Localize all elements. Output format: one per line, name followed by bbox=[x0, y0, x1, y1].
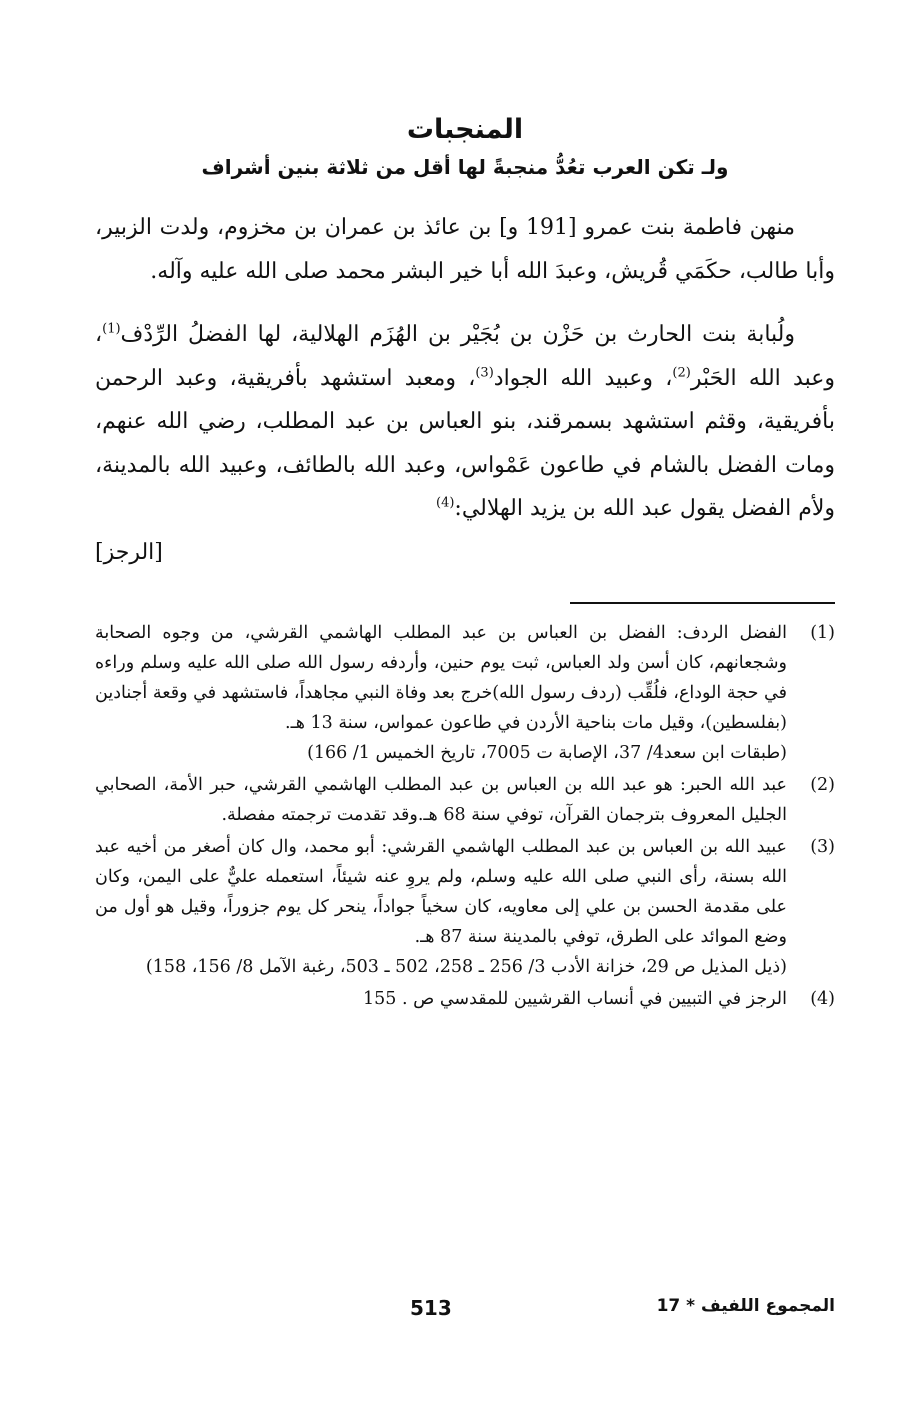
meter-label: [الرجز] bbox=[95, 539, 163, 565]
footnote-number: (3) bbox=[810, 836, 835, 857]
paragraph-2-part-4: ، ومعبد استشهد بأفريقية، وعبد الرحمن بأفريقية، وقثم استشهد بسمرقند، بنو العباس بن عبد المطلب، رضي الله عنهم، ومات الفضل بالشام في طاعون عَمْواس، وعبد الله بالطائف، وعبيد الله بالمدينة، ولأم الفضل يقول عبد الله بن يزيد الهلالي: bbox=[95, 365, 835, 521]
footnote-2 bbox=[95, 770, 835, 830]
page-content bbox=[95, 110, 835, 1016]
footnote-body bbox=[95, 618, 787, 768]
page-title: المنجبات bbox=[406, 114, 524, 145]
page-subtitle: ولـ تكن العرب تعُدُّ منجبةً لها أقل من ثلاثة بنين أشراف bbox=[201, 155, 729, 179]
paragraph-2-part-3: ، وعبيد الله الجواد bbox=[493, 365, 673, 391]
paragraph-1: منهن فاطمة بنت عمرو [191 و] بن عائذ بن عمران بن مخزوم، ولدت الزبير، وأبا طالب، حكَمَي قُريش، وعبدَ الله أبا خير البشر محمد صلى الله عليه وآله. bbox=[95, 215, 835, 284]
footnote-divider bbox=[570, 602, 835, 604]
paragraph-2 bbox=[95, 313, 835, 531]
footnote-1 bbox=[95, 618, 835, 768]
footnote-text: الرجز في التبيين في أنساب القرشيين للمقدسي ص . 155 bbox=[363, 988, 787, 1009]
footnote-text: عبيد الله بن العباس بن عبد المطلب الهاشمي القرشي: أبو محمد، وال كان أصغر من أخيه عبد الله بسنة، رأى النبي صلى الله عليه وسلم، ولم يروِ عنه شيئاً، استعمله عليٌّ على اليمن، وكان على مقدمة الحسن بن علي إلى معاويه، كان سخياً جواداً، ينحر كل يوم جزوراً، وقيل هو أول من وضع الموائد على الطرق، توفي بالمدينة سنة 87 هـ. bbox=[95, 836, 787, 947]
footnote-ref-3[interactable]: (3) bbox=[475, 365, 494, 381]
footnote-ref-1[interactable]: (1) bbox=[102, 321, 121, 337]
footnote-divider-wrap bbox=[95, 574, 835, 618]
footnote-number: (2) bbox=[810, 774, 835, 795]
footnote-source: (ذيل المذيل ص 29، خزانة الأدب 3/ 256 ـ 258، 502 ـ 503، رغبة الآمل 8/ 156، 158) bbox=[145, 956, 787, 977]
footnote-source: (طبقات ابن سعد4/ 37، الإصابة ت 7005، تاريخ الخميس 1/ 166) bbox=[307, 742, 787, 763]
paragraph-2-part-1: ولُبابة بنت الحارث بن حَزْن بن بُجَيْر بن الهُزَم الهلالية، لها الفضلُ الرِّدْف bbox=[120, 322, 795, 347]
footnote-number: (4) bbox=[810, 988, 835, 1009]
footnote-4 bbox=[95, 984, 835, 1014]
footnote-text: عبد الله الحبر: هو عبد الله بن العباس بن عبد المطلب الهاشمي القرشي، حبر الأمة، الصحابي الجليل المعروف بترجمان القرآن، توفي سنة 68 هـ.وقد تقدمت ترجمته مفصلة. bbox=[95, 774, 787, 825]
footnote-ref-4[interactable]: (4) bbox=[435, 495, 455, 511]
page-footer bbox=[95, 1296, 835, 1330]
footnote-body bbox=[95, 832, 787, 982]
volume-label: المجموع اللفيف * 17 bbox=[656, 1296, 835, 1316]
footnote-body bbox=[95, 770, 787, 830]
page-number: 513 bbox=[410, 1296, 452, 1320]
footnote-text: الفضل الردف: الفضل بن العباس بن عبد المطلب الهاشمي القرشي، من وجوه الصحابة وشجعانهم، كان أسن ولد العباس، ثبت يوم حنين، وأردفه رسول الله صلى الله عليه وسلم وراءه في حجة الوداع، فلُقِّب (ردف رسول الله)خرج بعد وفاة النبي مجاهداً، فاستشهد في وقعة أجنادين (بفلسطين)، وقيل مات بناحية الأردن في طاعون عمواس، سنة 13 هـ. bbox=[95, 622, 787, 733]
paragraph-2-part-2: ، وعبد الله الحَبْر bbox=[95, 322, 835, 391]
footnote-body bbox=[95, 984, 787, 1014]
footnote-3 bbox=[95, 832, 835, 982]
footnote-ref-2[interactable]: (2) bbox=[672, 365, 691, 381]
footnote-number: (1) bbox=[810, 622, 835, 643]
